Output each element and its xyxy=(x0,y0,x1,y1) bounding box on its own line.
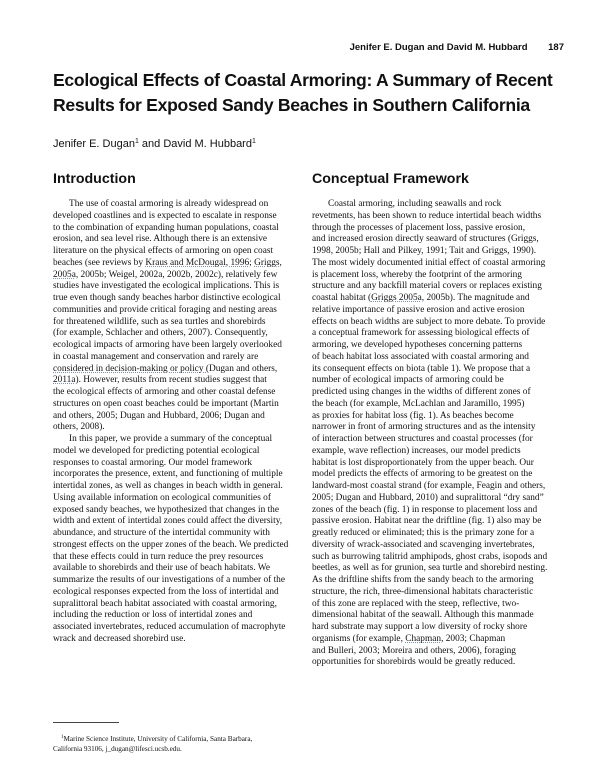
text-segment: ). However, results from recent studies suggest that xyxy=(75,375,267,386)
introduction-body xyxy=(53,199,303,646)
text-line: (for example, Schlacher and others, 2007). Consequently, xyxy=(53,328,268,339)
text-line xyxy=(312,293,572,305)
text-line: ecological impacts of armoring have been largely overlooked xyxy=(53,340,282,350)
text-line: model predicts the effects of armoring to be greatest on the xyxy=(312,469,533,480)
citation-link[interactable]: Chapman xyxy=(405,633,442,644)
text-line: opportunities for shorebirds would be greatly reduced. xyxy=(312,657,516,668)
footnote-line: California 93106, j_dugan@lifesci.ucsb.edu. xyxy=(53,744,182,753)
text-line: true even though sandy beaches harbor distinctive ecological xyxy=(53,293,281,303)
text-line: armoring, we developed hypotheses concerning patterns xyxy=(312,340,523,350)
text-segment: ; xyxy=(249,257,255,268)
citation-link[interactable]: 2011a xyxy=(53,375,76,386)
text-line: diversity of wrack-associated and scavenging invertebrates, xyxy=(312,539,535,550)
text-line: developed coastlines and is expected to escalate in response xyxy=(53,210,277,221)
text-line: intertidal zones, as well as changes in beach width in general. xyxy=(53,481,283,491)
text-line xyxy=(53,364,303,376)
text-line: and increased erosion directly seaward of structures (Griggs, xyxy=(312,234,539,245)
text-line: erosion, and sea level rise. Although there is an extensive xyxy=(53,234,268,245)
text-line: ecological responses expected from the loss of intertidal and xyxy=(53,586,279,597)
footnote-mark: 1 xyxy=(61,735,64,740)
text-line: studies have investigated the ecological implications. This is xyxy=(53,281,280,292)
text-line: of interaction between structures and coastal processes (for xyxy=(312,434,533,444)
text-line: In this paper, we provide a summary of the conceptual xyxy=(69,434,273,444)
paper-title xyxy=(53,68,573,118)
text-line: others, 2008). xyxy=(53,422,105,433)
text-line: in coastal management and conservation and rarely are xyxy=(53,351,259,362)
text-line: its consequent effects on biota (table 1). We propose that a xyxy=(312,363,531,374)
paper-title-line: Ecological Effects of Coastal Armoring: A Summary of Recent xyxy=(53,70,553,90)
text-line: greatly reduced or eliminated; this is the primary zone for a xyxy=(312,528,535,538)
author-connector: and xyxy=(138,138,164,150)
text-line: dimensional habitat of the seawall. Although this manmade xyxy=(312,610,534,621)
text-line: structure, the rich, three-dimensional habitats characteristic xyxy=(312,586,534,597)
text-line: to the combination of expanding human populations, coastal xyxy=(53,222,279,233)
text-line: the beach (for example, McLachlan and Jaramillo, 1995) xyxy=(312,398,525,409)
text-line: zones of the beach (fig. 1) in response to placement loss and xyxy=(312,504,538,515)
text-segment: , 2003; Chapman xyxy=(441,633,506,644)
text-line: of beach habitat loss associated with coastal armoring and xyxy=(312,351,529,362)
text-line: summarize the results of our investigations of a number of the xyxy=(53,575,285,585)
text-line: such as burrowing talitrid amphipods, ghost crabs, isopods and xyxy=(312,551,548,562)
text-line: structures on open coast beaches could be important (Martin xyxy=(53,398,279,409)
text-line: associated invertebrates, reduced accumulation of macrophyte xyxy=(53,622,286,632)
affiliation-mark: 1 xyxy=(251,138,256,145)
text-line: abundance, and structure of the intertidal community with xyxy=(53,528,270,538)
text-line: as proxies for habitat loss (fig. 1). As beaches become xyxy=(312,410,514,421)
text-line: passive erosion. Habitat near the driftline (fig. 1) also may be xyxy=(312,516,542,527)
text-line: available to shorebirds and their use of beach habitats. We xyxy=(53,563,271,574)
text-line: the ecological effects of armoring and other coastal defense xyxy=(53,387,276,397)
paper-title-line: Results for Exposed Sandy Beaches in Southern California xyxy=(53,95,530,115)
text-line: 1998, 2005b; Hall and Pilkey, 1991; Tait and Griggs, 1990). xyxy=(312,246,537,256)
text-line: hard substrate may support a low diversity of rocky shore xyxy=(312,622,528,632)
text-line xyxy=(53,375,303,387)
text-line: 2005; Dugan and Hubbard, 2010) and supralittoral “dry sand” xyxy=(312,492,544,503)
text-line: literature on the physical effects of armoring on open coast xyxy=(53,246,274,256)
text-line: model we developed for predicting potential ecological xyxy=(53,445,260,456)
text-line: and others, 2005; Dugan and Hubbard, 2006; Dugan and xyxy=(53,410,265,421)
text-line: habitat is lost disproportionately from the upper beach. Our xyxy=(312,457,534,468)
text-segment: , 2005b). The magnitude and xyxy=(421,293,530,303)
text-segment: beaches (see reviews by xyxy=(53,257,146,268)
text-line: for threatened wildlife, such as sea turtles and shorebirds xyxy=(53,316,266,327)
text-line: including the reduction or loss of intertidal zones and xyxy=(53,610,253,621)
text-line: As the driftline shifts from the sandy beach to the armoring xyxy=(312,575,534,585)
author-list xyxy=(53,138,256,150)
text-line xyxy=(53,258,303,270)
running-head-authors: Jenifer E. Dugan and David M. Hubbard xyxy=(349,42,528,53)
citation-link[interactable]: considered in decision-making or policy ( xyxy=(53,363,209,374)
text-line xyxy=(312,634,572,646)
section-heading-introduction: Introduction xyxy=(53,171,136,187)
text-line: beetles, as well as for grunion, sea turtle and shorebird nesting. xyxy=(312,563,548,574)
text-line: structure and any backfill material covers or replaces existing xyxy=(312,281,542,292)
paragraph xyxy=(53,434,303,646)
text-line: is placement loss, whereby the footprint of the armoring xyxy=(312,269,522,280)
text-line: narrower in front of armoring structures and as the intensity xyxy=(312,422,536,433)
paragraph xyxy=(53,199,303,434)
text-line: exposed sandy beaches, we hypothesized that changes in the xyxy=(53,504,279,515)
author-name: Jenifer E. Dugan xyxy=(53,138,135,150)
text-segment: organisms (for example, xyxy=(312,633,406,644)
paragraph xyxy=(312,199,572,669)
text-line: a conceptual framework for assessing biological effects of xyxy=(312,328,530,339)
text-line: responses to coastal armoring. Our model framework xyxy=(53,457,253,468)
text-line: relative importance of passive erosion and active erosion xyxy=(312,304,525,315)
text-line: that these effects could in turn reduce the prey resources xyxy=(53,551,264,562)
text-line: Coastal armoring, including seawalls and rock xyxy=(328,199,502,209)
text-line xyxy=(53,270,303,282)
citation-link[interactable]: Griggs 2005a xyxy=(371,293,422,303)
text-line: number of ecological impacts of armoring could be xyxy=(312,375,504,386)
section-heading-conceptual-framework: Conceptual Framework xyxy=(312,171,469,187)
text-segment: , 2005b; Weigel, 2002a, 2002b, 2002c), relatively few xyxy=(75,269,278,280)
footnote-line xyxy=(53,733,313,745)
citation-link[interactable]: 2005a xyxy=(53,269,76,280)
text-line: effects on beach widths are subject to more debate. To provide xyxy=(312,316,546,327)
text-segment: Dugan and others, xyxy=(208,363,278,374)
text-line: of this zone are replaced with the steep, reflective, two- xyxy=(312,598,520,609)
text-line: The most widely documented initial effect of coastal armoring xyxy=(312,257,546,268)
citation-link[interactable]: Griggs, xyxy=(254,257,282,268)
text-line: communities and provide critical foraging and nesting areas xyxy=(53,304,277,315)
text-line: predicted using changes in the widths of different zones of xyxy=(312,387,531,397)
footnote xyxy=(53,733,313,754)
text-line: wrack and decreased shorebird use. xyxy=(53,633,186,644)
text-line: landward-most coastal strand (for example, Feagin and others, xyxy=(312,481,546,491)
text-line: width and extent of intertidal zones could affect the diversity, xyxy=(53,516,283,527)
conceptual-framework-body xyxy=(312,199,572,669)
text-segment: coastal habitat ( xyxy=(312,293,372,303)
running-head xyxy=(350,42,564,53)
text-line: supralittoral beach habitat associated with coastal armoring, xyxy=(53,598,277,609)
author-name: David M. Hubbard xyxy=(163,138,252,150)
text-line: strongest effects on the upper zones of the beach. We predicted xyxy=(53,539,289,550)
text-line: revetments, has been shown to reduce intertidal beach widths xyxy=(312,210,542,221)
page-number: 187 xyxy=(548,42,564,53)
text-line: through the processes of placement loss, passive erosion, xyxy=(312,222,526,233)
affiliation-mark: 1 xyxy=(134,138,139,145)
footnote-text: Marine Science Institute, University of California, Santa Barbara, xyxy=(63,735,253,743)
text-line: and Bulleri, 2003; Moreira and others, 2006), foraging xyxy=(312,645,516,656)
citation-link[interactable]: Kraus and McDougal, 1996 xyxy=(145,257,250,268)
text-line: The use of coastal armoring is already widespread on xyxy=(69,199,269,209)
text-line: incorporates the presence, extent, and functioning of multiple xyxy=(53,469,283,480)
text-line: Using available information on ecological communities of xyxy=(53,492,271,503)
footnote-rule xyxy=(53,722,119,723)
text-line: example, wave reflection) increases, our model predicts xyxy=(312,445,521,456)
